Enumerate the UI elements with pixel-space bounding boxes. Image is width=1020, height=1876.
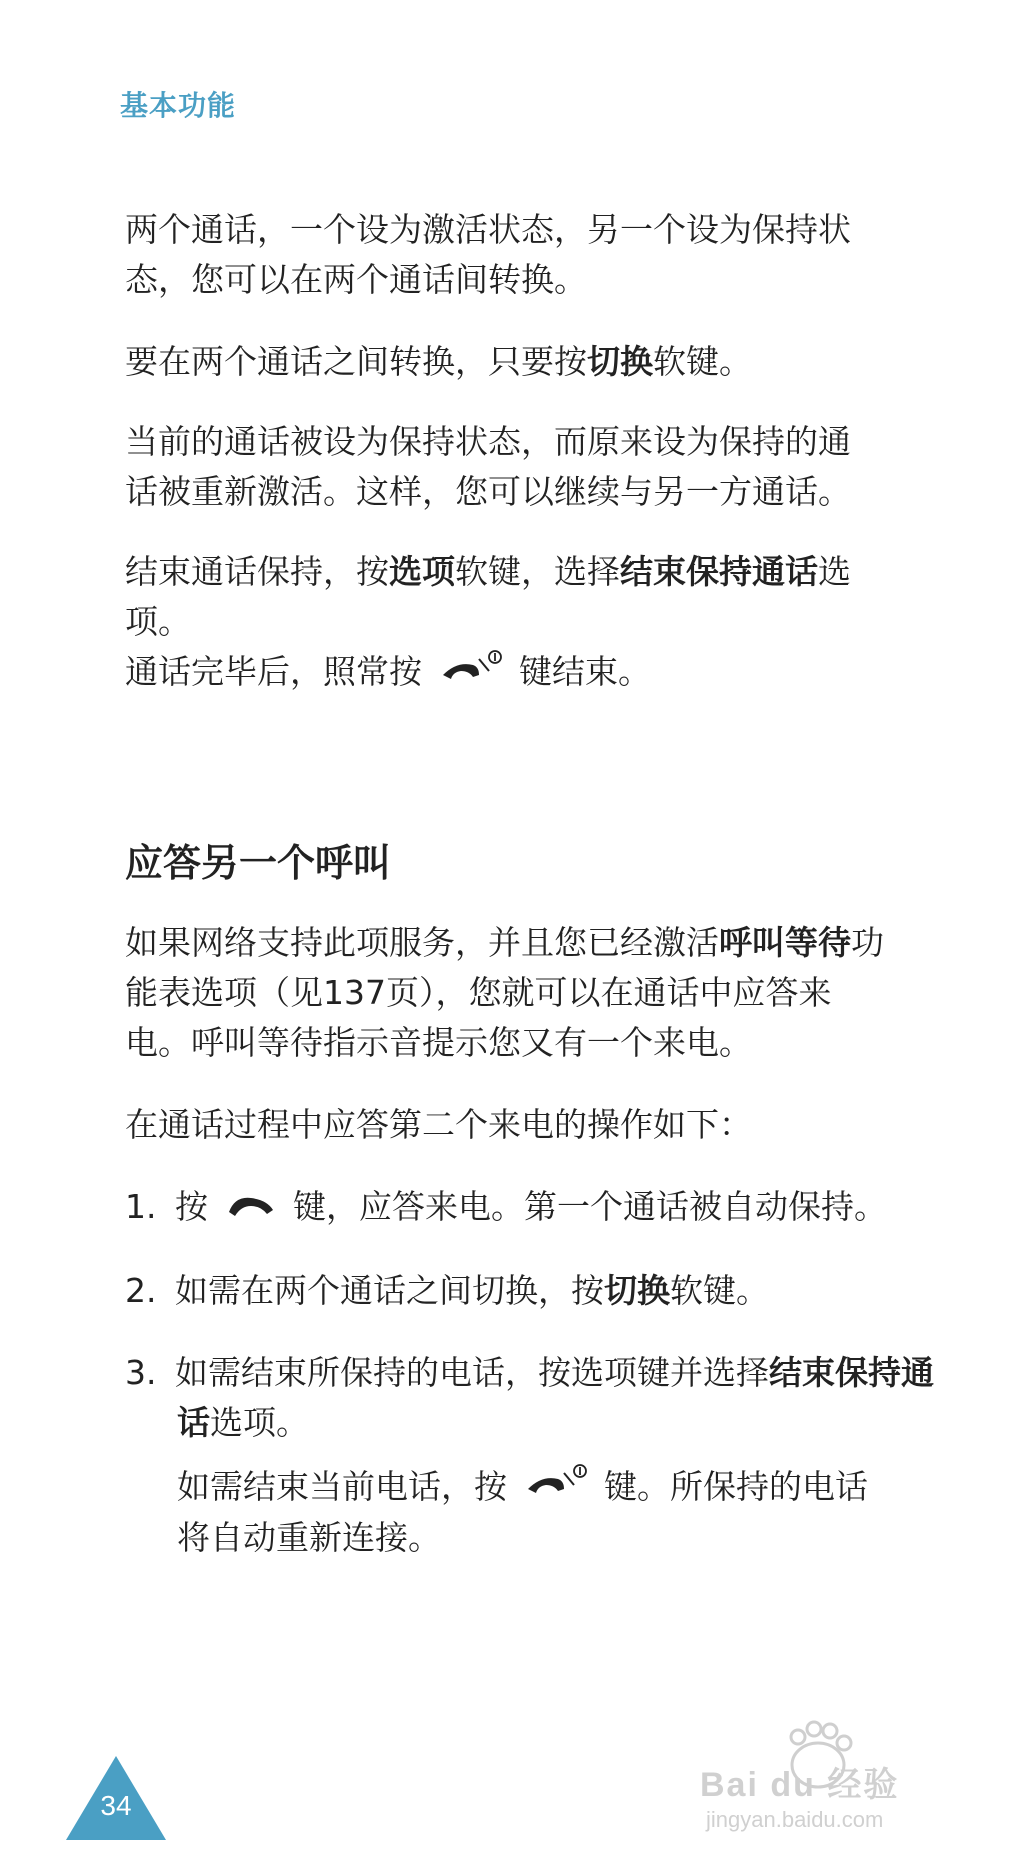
p5-text: 通话完毕后，照常按: [125, 652, 422, 691]
paragraph-1: 两个通话，一个设为激活状态，另一个设为保持状态，您可以在两个通话间转换。: [125, 210, 851, 299]
step-2-text: 如需在两个通话之间切换，按: [175, 1270, 604, 1310]
step-1: [125, 1182, 905, 1234]
switch-keyword: 切换: [587, 342, 653, 381]
send-call-icon: [225, 1184, 277, 1234]
s2p1-text-end: 功能表选项（见137页），您就可以在通话中应答来电。呼叫等待指示音提示您又有一个来电。: [125, 923, 884, 1062]
step-number: 3.: [125, 1352, 157, 1392]
note-text: 如需结束当前电话，按: [177, 1466, 507, 1506]
step-1-text-end: 键，应答来电。第一个通话被自动保持。: [293, 1187, 887, 1226]
p4-text-mid: 软键，选择: [455, 552, 620, 591]
page-number: 34: [100, 1790, 132, 1821]
switch-keyword: 切换: [604, 1270, 670, 1310]
step-3-text-end: 选项。: [210, 1402, 309, 1442]
s2p1-text: 如果网络支持此项服务，并且您已经激活: [125, 923, 719, 962]
intro-content: [125, 205, 905, 699]
end-call-icon: [439, 649, 503, 699]
watermark-brand: Bai du 经验: [700, 1766, 900, 1804]
step-1-text: 按: [175, 1187, 208, 1226]
paragraph-4: [125, 547, 885, 647]
section2-paragraph-2: 在通话过程中应答第二个来电的操作如下：: [125, 1105, 752, 1144]
watermark-url: jingyan.baidu.com: [706, 1807, 884, 1832]
baidu-watermark: [700, 1715, 960, 1855]
section2-paragraph-1: [125, 918, 885, 1068]
step-number: 2.: [125, 1270, 157, 1310]
section-header: 基本功能: [120, 89, 237, 122]
paragraph-2: [125, 337, 905, 387]
end-hold-keyword: 结束保持通话: [177, 1352, 934, 1442]
step-3-text: 如需结束所保持的电话，按选项键并选择: [175, 1352, 769, 1392]
p4-text-end: 选项。: [125, 552, 851, 641]
note-text-end: 键。所保持的电话将自动重新连接。: [177, 1466, 868, 1557]
step-3: [125, 1348, 947, 1448]
p2-text: 要在两个通话之间转换，只要按: [125, 342, 587, 381]
section-title: 应答另一个呼叫: [125, 841, 392, 885]
step-2-text-end: 软键。: [670, 1270, 769, 1310]
step-number: 1.: [125, 1187, 157, 1226]
p4-text: 结束通话保持，按: [125, 552, 389, 591]
step-2: [125, 1266, 905, 1316]
end-call-icon: [524, 1463, 588, 1513]
end-hold-keyword: 结束保持通话: [620, 552, 818, 591]
p2-text-end: 软键。: [653, 342, 752, 381]
section2-body: [125, 918, 934, 1563]
call-waiting-keyword: 呼叫等待: [719, 923, 851, 962]
paragraph-3: 当前的通话被设为保持状态，而原来设为保持的通话被重新激活。这样，您可以继续与另一方通话。: [125, 422, 851, 511]
note-paragraph: [125, 1462, 897, 1564]
paragraph-5: [125, 647, 905, 699]
p5-text-end: 键结束。: [519, 652, 651, 691]
options-keyword: 选项: [389, 552, 455, 591]
